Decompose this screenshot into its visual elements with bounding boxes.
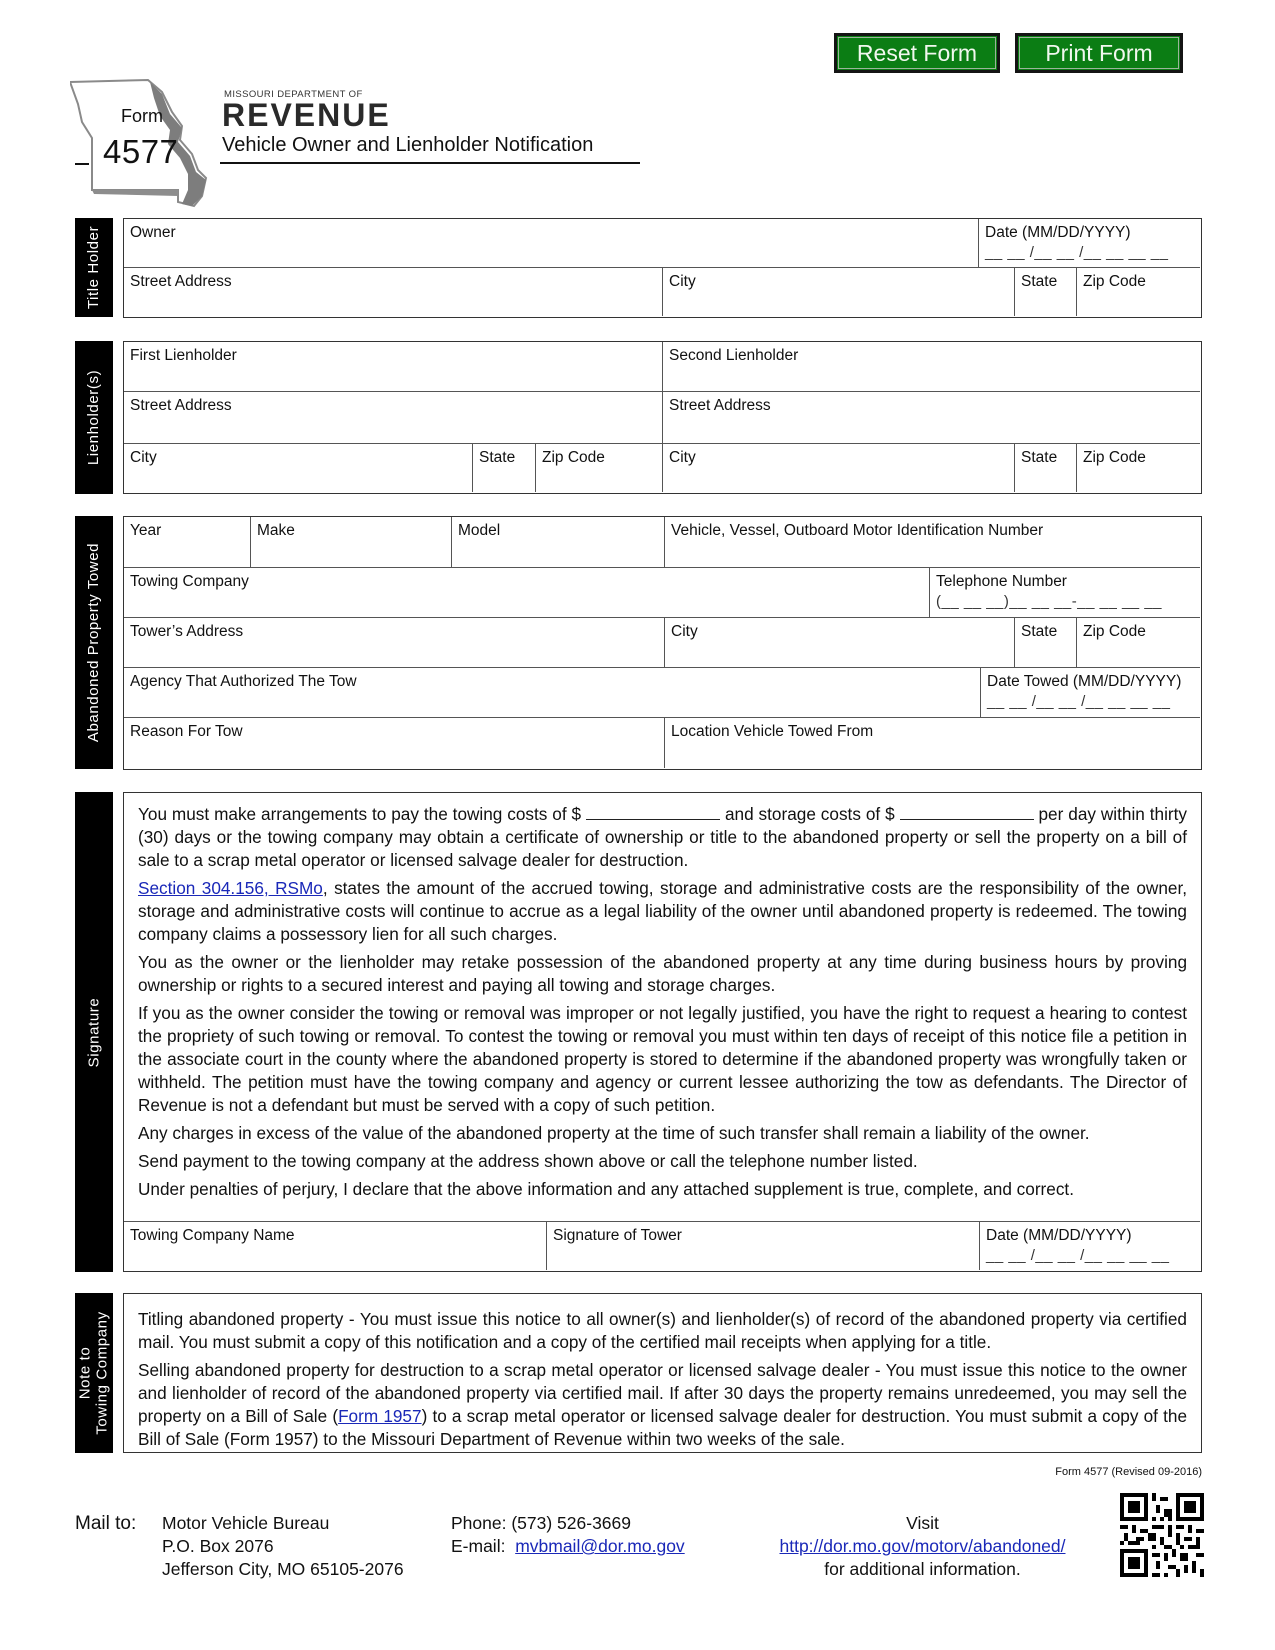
abandoned-info-link[interactable]: http://dor.mo.gov/motorv/abandoned/ <box>779 1536 1066 1556</box>
telephone-field[interactable]: Telephone Number (__ __ __)__ __ __-__ __ __ __ <box>930 568 1200 618</box>
lienholders-section <box>123 341 1202 494</box>
department-line: MISSOURI DEPARTMENT OF <box>224 89 363 100</box>
phone-number: Phone: (573) 526-3669 <box>451 1513 631 1533</box>
towers-address-field[interactable]: Tower’s Address <box>124 618 665 668</box>
model-field[interactable]: Model <box>452 517 665 568</box>
signature-date-field[interactable]: Date (MM/DD/YYYY) __ __ /__ __ /__ __ __ __ <box>980 1221 1200 1270</box>
signature-terms-text: You must make arrangements to pay the towing costs of $ and storage costs of $ per day within thirty (30) days or the towing company may obtain a certificate of ownership or title to the abandoned property or sell the property on a bill of sale to a scrap metal operator or licensed salvage dealer for destruction. Section 304.156, RSMo, states the amount of the accrued towing, storage and administrative costs are the responsibility of the owner, storage and administrative costs will continue to accrue as a legal liability of the owner until abandoned property is redeemed. The towing company claims a possessory lien for all such charges. You as the owner or the lienholder may retake possession of the abandoned property at any time during business hours by proving ownership or rights to a secured interest and paying all towing and storage charges. If you as the owner consider the towing or removal was improper or not legally justified, you have the right to request a hearing to contest the propriety of such towing or removal. To contest the towing or removal you must within ten days of receipt of this notice file a petition in the associate court in the county where the abandoned property is stored to determine if the abandoned property was wrongfully taken or withheld. The petition must have the towing company and agency or current lessee authorizing the tow as defendants. The Director of Revenue is not a defendant but must be served with a copy of such petition. Any charges in excess of the value of the abandoned property at the time of such transfer shall remain a liability of the owner. Send payment to the towing company at the address shown above or call the telephone number listed. Under penalties of perjury, I declare that the above information and any attached supplement is true, complete, and correct. <box>138 804 1187 1199</box>
owner-city-field[interactable]: City <box>663 268 1015 316</box>
print-form-button[interactable]: Print Form <box>1015 33 1183 73</box>
location-towed-from-field[interactable]: Location Vehicle Towed From <box>671 723 874 740</box>
owner-field[interactable]: Owner <box>124 219 979 268</box>
section-tab-signature: Signature <box>75 792 113 1272</box>
towing-cost-input[interactable] <box>586 806 720 820</box>
abandoned-property-section <box>123 516 1202 770</box>
first-lien-city-field[interactable]: City <box>124 444 473 492</box>
second-lien-zip-field[interactable]: Zip Code <box>1083 449 1146 466</box>
make-field[interactable]: Make <box>251 517 452 568</box>
reset-form-button[interactable]: Reset Form <box>834 33 1000 73</box>
section-tab-abandoned-property: Abandoned Property Towed <box>75 516 113 769</box>
mail-to-label: Mail to: <box>75 1513 137 1534</box>
note-text: Titling abandoned property - You must issue this notice to all owner(s) and lienholder(s) of record of the abandoned property via certified mail. You must submit a copy of this notification and a copy of the certified mail receipts when applying for a title. Selling abandoned property for destruction to a scrap metal operator or licensed salvage dealer - You must issue this notice to the owner and lienholder of record of the abandoned property via certified mail. If after 30 days the property remains unredeemed, you may sell the property on a Bill of Sale (Form 1957) to a scrap metal operator or licensed salvage dealer for destruction. You must submit a copy of the Bill of Sale (Form 1957) to the Missouri Department of Revenue within two weeks of the sale. <box>138 1309 1188 1449</box>
qr-code-icon <box>1120 1493 1204 1577</box>
department-logo: REVENUE <box>222 97 391 133</box>
tower-state-field[interactable]: State <box>1015 618 1077 668</box>
towing-company-field[interactable]: Towing Company <box>124 568 930 618</box>
form-label: Form <box>121 106 163 126</box>
form-number: 4577 <box>103 133 179 170</box>
second-lien-state-field[interactable]: State <box>1015 444 1077 492</box>
second-lien-street-field[interactable]: Street Address <box>663 392 1200 444</box>
visit-info: Visit http://dor.mo.gov/motorv/abandoned/ for additional information. <box>745 1512 1100 1581</box>
section-tab-title-holder: Title Holder <box>75 218 113 317</box>
document-title: Vehicle Owner and Lienholder Notification <box>222 134 594 156</box>
email-link[interactable]: mvbmail@dor.mo.gov <box>515 1536 685 1556</box>
date-towed-field[interactable]: Date Towed (MM/DD/YYYY) __ __ /__ __ /__ __ __ __ <box>981 668 1200 718</box>
first-lien-state-field[interactable]: State <box>473 444 536 492</box>
contact-info: Phone: (573) 526-3669 E-mail: mvbmail@dor.mo.gov <box>451 1513 685 1556</box>
owner-date-field[interactable]: Date (MM/DD/YYYY) __ __ /__ __ /__ __ __ __ <box>979 219 1200 268</box>
tower-zip-field[interactable]: Zip Code <box>1077 618 1200 668</box>
first-lien-zip-field[interactable]: Zip Code <box>536 444 663 492</box>
owner-zip-field[interactable]: Zip Code <box>1083 273 1146 290</box>
section-304-156-link[interactable]: Section 304.156, RSMo <box>138 878 323 898</box>
note-section <box>123 1293 1202 1453</box>
second-lienholder-field[interactable]: Second Lienholder <box>663 342 1200 392</box>
mailing-address: Motor Vehicle Bureau P.O. Box 2076 Jefferson City, MO 65105-2076 <box>162 1513 404 1579</box>
year-field[interactable]: Year <box>124 517 251 568</box>
section-tab-lienholders: Lienholder(s) <box>75 341 113 494</box>
owner-state-field[interactable]: State <box>1015 268 1077 316</box>
signature-section <box>123 792 1202 1272</box>
title-holder-section <box>123 218 1202 318</box>
storage-cost-input[interactable] <box>900 806 1034 820</box>
tower-signature-field[interactable]: Signature of Tower <box>547 1221 980 1270</box>
authorizing-agency-field[interactable]: Agency That Authorized The Tow <box>124 668 981 718</box>
towing-company-name-field[interactable]: Towing Company Name <box>124 1221 547 1270</box>
reason-for-tow-field[interactable]: Reason For Tow <box>124 718 665 768</box>
first-lienholder-field[interactable]: First Lienholder <box>124 342 663 392</box>
second-lien-city-field[interactable]: City <box>663 444 1015 492</box>
form-1957-link[interactable]: Form 1957 <box>338 1406 422 1426</box>
first-lien-street-field[interactable]: Street Address <box>124 392 663 444</box>
section-tab-note-to-towing-company: Note to Towing Company <box>75 1293 113 1453</box>
tower-city-field[interactable]: City <box>665 618 1015 668</box>
title-underline <box>220 162 640 164</box>
form-revision: Form 4577 (Revised 09-2016) <box>1055 1466 1202 1478</box>
owner-street-field[interactable]: Street Address <box>124 268 663 316</box>
dash-mark <box>75 163 89 165</box>
vin-field[interactable]: Vehicle, Vessel, Outboard Motor Identification Number <box>665 517 1200 568</box>
